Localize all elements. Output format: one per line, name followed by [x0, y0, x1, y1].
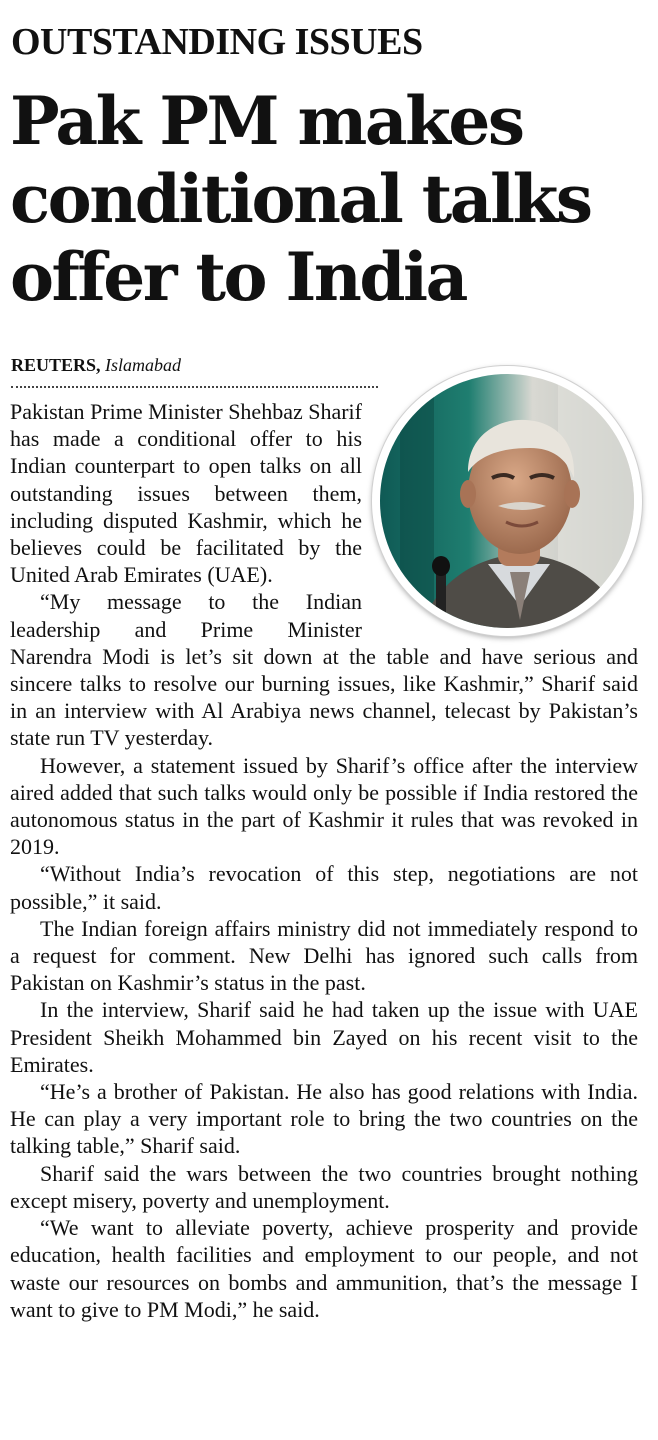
byline: [11, 354, 181, 376]
section-kicker: OUTSTANDING ISSUES: [11, 21, 423, 63]
article-body: [10, 398, 638, 1323]
byline-agency: REUTERS,: [11, 355, 101, 375]
article-paragraph: “He’s a brother of Pakistan. He also has good relations with India. He can play a very important role to bring the two countries on the talking table,” Sharif said.: [10, 1079, 638, 1159]
byline-place: Islamabad: [105, 355, 182, 375]
headline-line: conditional talks: [10, 160, 591, 238]
headline-line: offer to India: [10, 238, 466, 316]
article-paragraph: However, a statement issued by Sharif’s office after the interview aired added that such talks would only be possible if India restored the autonomous status in the part of Kashmir it rules that was revoked in 2019.: [10, 752, 638, 860]
article-paragraph: “Without India’s revocation of this step, negotiations are not possible,” it said.: [10, 861, 638, 914]
byline-divider: [11, 386, 378, 388]
article-paragraph: “My message to the Indian leadership and Prime Minister Narendra Modi is let’s sit down at the table and have serious and sincere talks to resolve our burning issues, like Kashmir,” Sharif said in an interview with Al Arabiya news channel, telecast by Pakistan’s state run TV yesterday.: [10, 589, 638, 751]
article-paragraph: The Indian foreign affairs ministry did not immediately respond to a request for comment. New Delhi has ignored such calls from Pakistan on Kashmir’s status in the past.: [10, 915, 638, 996]
article-paragraph: In the interview, Sharif said he had taken up the issue with UAE President Sheikh Mohammed bin Zayed on his recent visit to the Emirates.: [10, 997, 638, 1077]
headline: [10, 82, 650, 316]
article-paragraph: Sharif said the wars between the two countries brought nothing except misery, poverty and unemployment.: [10, 1160, 638, 1213]
headline-line: Pak PM makes: [10, 82, 523, 160]
article-paragraph: Pakistan Prime Minister Shehbaz Sharif has made a conditional offer to his Indian counterpart to open talks on all outstanding issues between them, including disputed Kashmir, which he believes could be facilitated by the United Arab Emirates (UAE).: [10, 399, 362, 588]
photo-wrap-spacer: [362, 398, 638, 626]
article-paragraph: “We want to alleviate poverty, achieve prosperity and provide education, health facilities and employment to our people, and not waste our resources on bombs and ammunition, that’s the message I want to give to PM Modi,” he said.: [10, 1215, 638, 1322]
